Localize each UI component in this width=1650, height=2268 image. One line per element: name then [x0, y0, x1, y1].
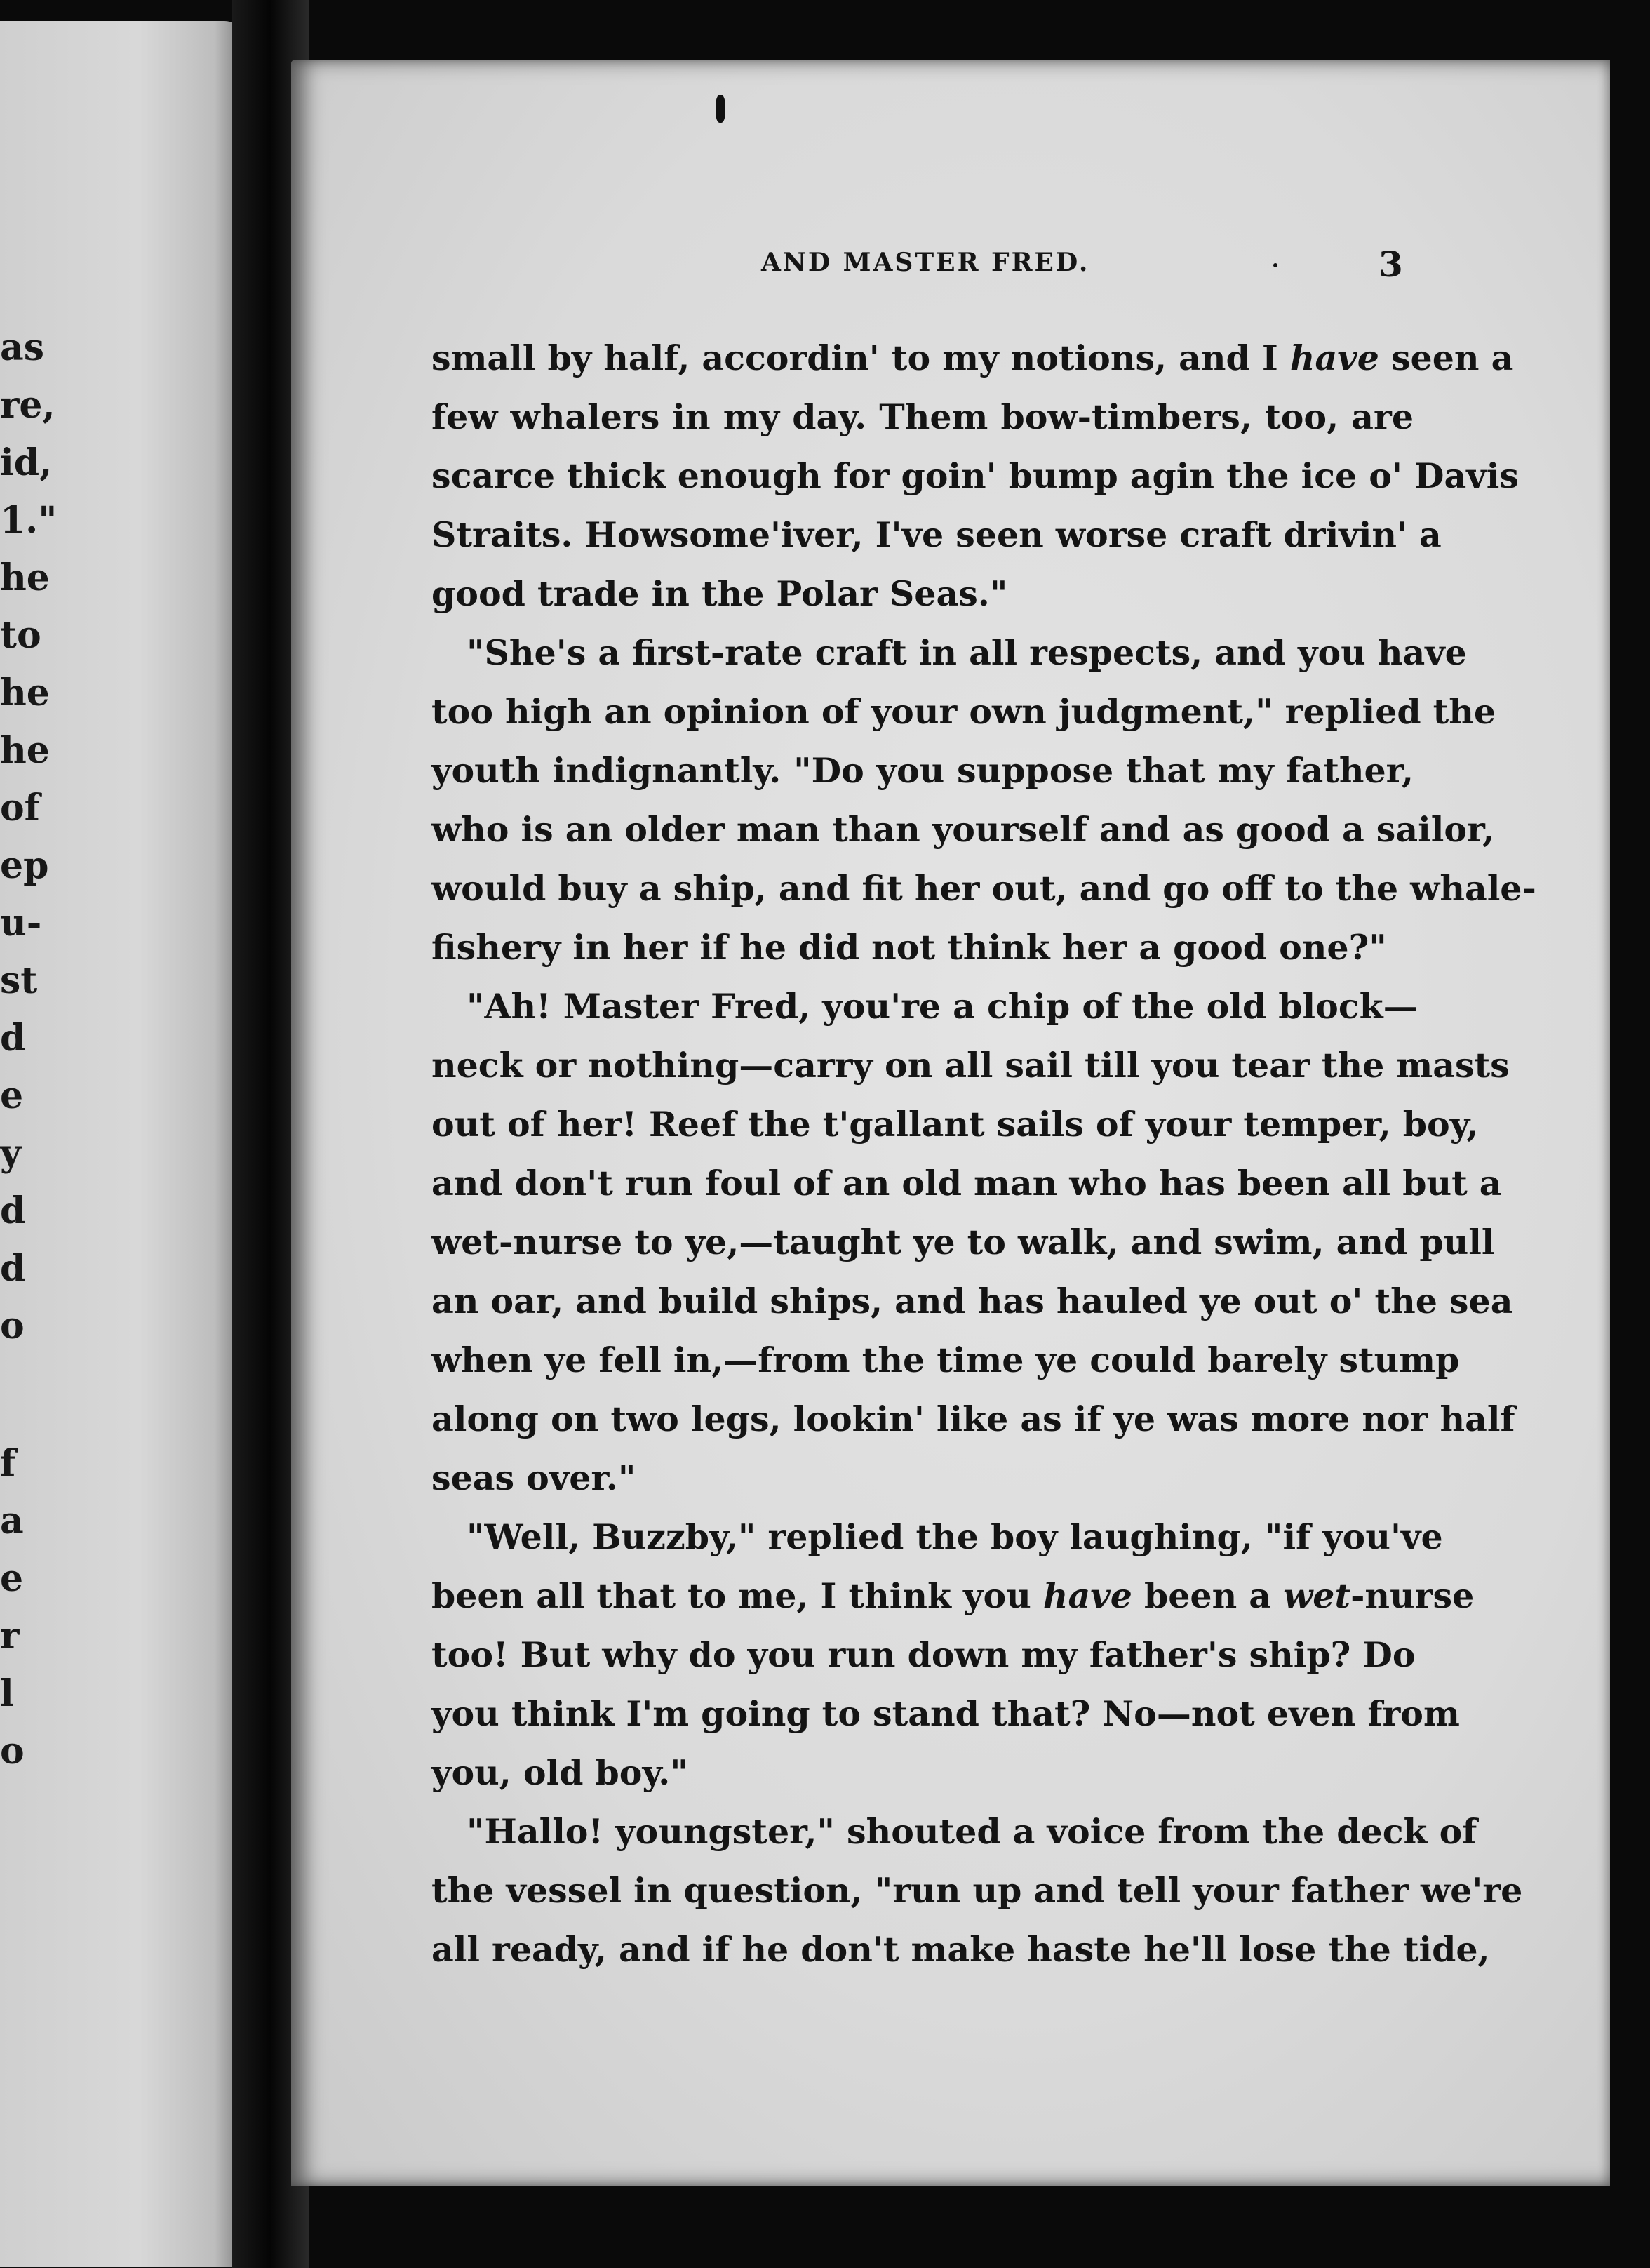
facing-fragment: y	[0, 1132, 22, 1175]
text-line: out of her! Reef the t'gallant sails of your temper, boy,	[431, 1104, 1479, 1145]
text-line: "Ah! Master Fred, you're a chip of the old block—	[467, 986, 1418, 1027]
facing-fragment: l	[0, 1672, 14, 1715]
text-line: and don't run foul of an old man who has been all but a	[431, 1163, 1502, 1203]
facing-fragment: d	[0, 1247, 26, 1290]
text-line: too! But why do you run down my father's ship? Do	[431, 1634, 1416, 1675]
running-head	[291, 244, 1610, 290]
text-line: wet-nurse to ye,—taught ye to walk, and swim, and pull	[431, 1222, 1495, 1262]
facing-fragment: ep	[0, 844, 49, 887]
facing-fragment: e	[0, 1074, 24, 1117]
facing-fragment: a	[0, 1500, 24, 1542]
text-line: "Hallo! youngster," shouted a voice from the deck of	[467, 1811, 1477, 1852]
facing-page-text-fragments	[0, 326, 58, 2014]
page-number: 3	[1379, 244, 1403, 285]
facing-fragment: d	[0, 1017, 26, 1060]
text-line: scarce thick enough for goin' bump agin the ice o' Davis	[431, 455, 1519, 496]
facing-fragment: he	[0, 729, 50, 772]
text-line: who is an older man than yourself and as good a sailor,	[431, 809, 1495, 850]
facing-fragment: he	[0, 556, 50, 599]
text-line: few whalers in my day. Them bow-timbers, too, are	[431, 396, 1414, 437]
book-page	[291, 60, 1610, 2186]
text-line: all ready, and if he don't make haste he'll lose the tide,	[431, 1929, 1490, 1970]
facing-fragment: r	[0, 1615, 20, 1657]
facing-fragment: as	[0, 326, 44, 369]
text-line: along on two legs, lookin' like as if ye was more nor half	[431, 1399, 1515, 1439]
facing-fragment: d	[0, 1189, 26, 1232]
text-line: youth indignantly. "Do you suppose that my father,	[431, 750, 1414, 791]
facing-fragment: re,	[0, 384, 55, 427]
text-line: you, old boy."	[431, 1752, 688, 1793]
text-line: you think I'm going to stand that? No—not even from	[431, 1693, 1460, 1734]
facing-fragment: id,	[0, 441, 53, 484]
text-line: too high an opinion of your own judgment," replied the	[431, 691, 1496, 732]
facing-fragment: of	[0, 787, 41, 829]
facing-fragment: e	[0, 1557, 24, 1600]
facing-page-edge	[0, 21, 253, 2267]
text-line: an oar, and build ships, and has hauled ye out o' the sea	[431, 1281, 1513, 1321]
facing-fragment: to	[0, 614, 41, 657]
text-line: the vessel in question, "run up and tell your father we're	[431, 1870, 1523, 1911]
body-text	[431, 333, 1536, 2053]
facing-fragment: 1."	[0, 499, 58, 542]
text-line: "Well, Buzzby," replied the boy laughing, "if you've	[467, 1516, 1443, 1557]
facing-fragment: o	[0, 1305, 25, 1347]
text-line: when ye fell in,—from the time ye could barely stump	[431, 1340, 1460, 1380]
facing-fragment: st	[0, 959, 38, 1002]
text-line: "She's a first-rate craft in all respects, and you have	[467, 632, 1467, 673]
text-line: seas over."	[431, 1457, 636, 1498]
facing-fragment: he	[0, 672, 50, 714]
facing-fragment: o	[0, 1730, 25, 1773]
ink-speck	[716, 95, 725, 123]
text-line: Straits. Howsome'iver, I've seen worse craft drivin' a	[431, 514, 1442, 555]
facing-fragment: u-	[0, 902, 42, 945]
text-line: been all that to me, I think you have been a wet-nurse	[431, 1575, 1475, 1616]
text-line: good trade in the Polar Seas."	[431, 573, 1008, 614]
text-line: small by half, accordin' to my notions, and I have seen a	[431, 338, 1514, 378]
facing-fragment: f	[0, 1442, 16, 1485]
running-head-title: AND MASTER FRED.	[761, 248, 1090, 277]
text-line: would buy a ship, and fit her out, and go off to the whale-	[431, 868, 1536, 909]
text-line: neck or nothing—carry on all sail till you tear the masts	[431, 1045, 1510, 1086]
text-line: fishery in her if he did not think her a good one?"	[431, 927, 1387, 968]
